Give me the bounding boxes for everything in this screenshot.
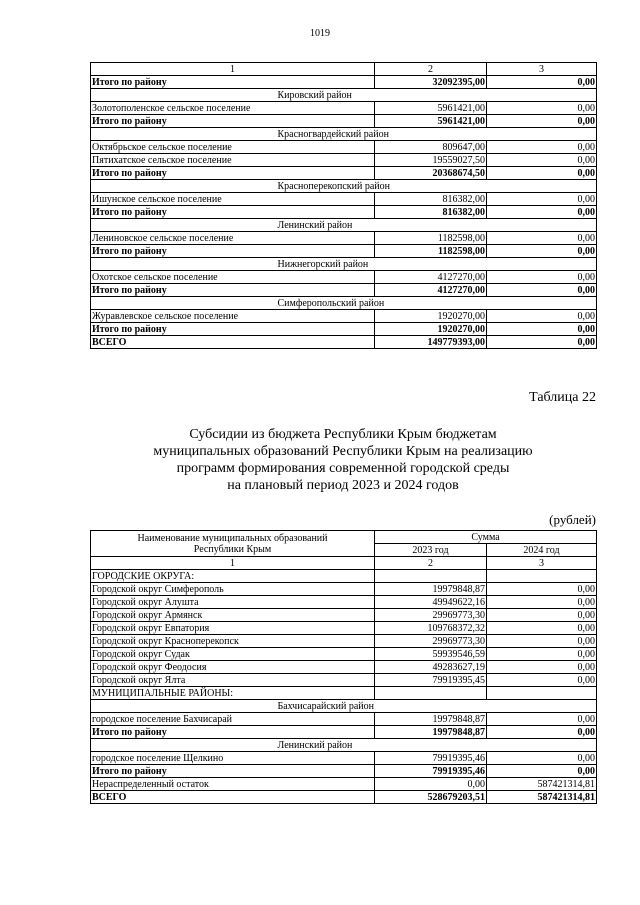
entity-name: Городской округ Феодосия [91,661,375,674]
amount-value: 49949622,16 [375,596,487,609]
amount-value: 79919395,46 [375,765,487,778]
table-body [91,63,597,349]
table-row [91,778,597,791]
header-line: Наименование муниципальных образований [137,532,328,544]
amount-value: 587421314,81 [487,791,597,804]
amount-value: 0,00 [487,765,597,778]
amount-value: 149779393,00 [375,336,487,349]
amount-value: 528679203,51 [375,791,487,804]
district-name: Бахчисарайский район [375,700,597,713]
amount-value: 0,00 [487,141,597,154]
entity-name: Городской округ Судак [91,648,375,661]
entity-name: Городской округ Алушта [91,596,375,609]
amount-value: 29969773,30 [375,609,487,622]
amount-value: 109768372,32 [375,622,487,635]
district-header-row [91,258,597,271]
entity-name: городское поселение Щелкино [91,752,375,765]
amount-value: 0,00 [487,648,597,661]
table-row [91,635,597,648]
title-line: программ формирования современной городской среды [176,461,510,476]
column-number-3: 3 [487,557,597,570]
amount-value: 0,00 [487,323,597,336]
table-row [91,102,597,115]
header-row [91,531,597,544]
subsidies-table-continued [90,62,597,349]
table-label: Таблица 22 [529,390,596,405]
entity-name: Лениновское сельское поселение [91,232,375,245]
amount-value: 0,00 [487,674,597,687]
district-name: Ленинский район [375,219,597,232]
district-name: Красноперекопский район [375,180,597,193]
amount-value: 19979848,87 [375,726,487,739]
district-name: Ленинский район [375,739,597,752]
entity-name: Итого по району [91,206,375,219]
entity-name: Итого по району [91,167,375,180]
column-number-row [91,557,597,570]
title-line: на плановый период 2023 и 2024 годов [227,478,459,493]
empty-cell [487,687,597,700]
district-name: Кировский район [375,89,597,102]
district-header-row [91,739,597,752]
amount-value: 4127270,00 [375,284,487,297]
amount-value: 816382,00 [375,206,487,219]
total-row [91,726,597,739]
amount-value: 32092395,00 [375,76,487,89]
amount-value: 0,00 [487,609,597,622]
table-row [91,622,597,635]
title-line: Субсидии из бюджета Республики Крым бюджетам [189,427,497,442]
amount-value: 5961421,00 [375,102,487,115]
table-row [91,752,597,765]
amount-value: 0,00 [487,661,597,674]
total-row [91,115,597,128]
district-header-row [91,219,597,232]
district-header-row [91,89,597,102]
table-title [90,426,596,494]
amount-value: 0,00 [487,167,597,180]
entity-name: ВСЕГО [91,791,375,804]
column-number-2: 2 [375,63,487,76]
table-row [91,310,597,323]
entity-name: Итого по району [91,284,375,297]
district-header-row [91,128,597,141]
table-row [91,141,597,154]
header-line: Республики Крым [193,543,272,555]
amount-value: 0,00 [487,752,597,765]
empty-cell [375,687,487,700]
total-row [91,284,597,297]
district-name: Симферопольский район [375,297,597,310]
table-row [91,583,597,596]
entity-name: Итого по району [91,323,375,336]
amount-value: 1920270,00 [375,310,487,323]
district-name: Нижнегорский район [375,258,597,271]
table-row [91,609,597,622]
amount-value: 19559027,50 [375,154,487,167]
amount-value: 0,00 [487,76,597,89]
amount-value: 0,00 [487,635,597,648]
amount-value: 0,00 [487,193,597,206]
amount-value: 0,00 [375,778,487,791]
amount-value: 587421314,81 [487,778,597,791]
section-name: ГОРОДСКИЕ ОКРУГА: [91,570,375,583]
section-row [91,570,597,583]
amount-value: 29969773,30 [375,635,487,648]
amount-value: 5961421,00 [375,115,487,128]
column-number-2: 2 [375,557,487,570]
title-line: муниципальных образований Республики Крым на реализацию [153,444,533,459]
page-number: 1019 [310,28,330,39]
amount-value: 0,00 [487,310,597,323]
amount-value: 79919395,45 [375,674,487,687]
amount-value: 0,00 [487,154,597,167]
year-2023-header: 2023 год [375,544,487,557]
amount-value: 19979848,87 [375,583,487,596]
table-row [91,648,597,661]
total-row [91,323,597,336]
amount-value: 0,00 [487,336,597,349]
amount-value: 0,00 [487,713,597,726]
entity-name: Итого по району [91,765,375,778]
total-row [91,765,597,778]
entity-name: городское поселение Бахчисарай [91,713,375,726]
table-row [91,232,597,245]
amount-value: 79919395,46 [375,752,487,765]
district-header-row [91,180,597,193]
table-row [91,271,597,284]
entity-name: Городской округ Ялта [91,674,375,687]
entity-name: Городской округ Армянск [91,609,375,622]
sum-column-header: Сумма [375,531,597,544]
entity-name: Городской округ Симферополь [91,583,375,596]
district-header-row [91,700,597,713]
section-name: МУНИЦИПАЛЬНЫЕ РАЙОНЫ: [91,687,375,700]
empty-cell [375,570,487,583]
section-row [91,687,597,700]
entity-name: ВСЕГО [91,336,375,349]
total-row [91,791,597,804]
total-row [91,206,597,219]
entity-name: Итого по району [91,76,375,89]
entity-name: Октябрьское сельское поселение [91,141,375,154]
amount-value: 0,00 [487,232,597,245]
district-name: Красногвардейский район [375,128,597,141]
district-header-row [91,297,597,310]
amount-value: 1182598,00 [375,232,487,245]
total-row [91,76,597,89]
amount-value: 0,00 [487,206,597,219]
table-row [91,193,597,206]
table-row [91,661,597,674]
column-number-row [91,63,597,76]
column-number-1: 1 [91,63,375,76]
entity-name: Итого по району [91,115,375,128]
table-body [91,531,597,804]
amount-value: 0,00 [487,622,597,635]
entity-name: Золотополенское сельское поселение [91,102,375,115]
amount-value: 0,00 [487,115,597,128]
amount-value: 0,00 [487,583,597,596]
subsidies-table-22 [90,530,597,804]
year-2024-header: 2024 год [487,544,597,557]
table-row [91,154,597,167]
amount-value: 0,00 [487,284,597,297]
amount-value: 1920270,00 [375,323,487,336]
entity-name: Итого по району [91,726,375,739]
amount-value: 1182598,00 [375,245,487,258]
amount-value: 20368674,50 [375,167,487,180]
total-row [91,167,597,180]
units-label: (рублей) [549,512,596,527]
entity-name: Нераспределенный остаток [91,778,375,791]
amount-value: 0,00 [487,102,597,115]
entity-name: Городской округ Евпатория [91,622,375,635]
total-row [91,245,597,258]
amount-value: 0,00 [487,271,597,284]
name-column-header [91,531,375,557]
amount-value: 0,00 [487,245,597,258]
table-row [91,596,597,609]
entity-name: Пятихатское сельское поселение [91,154,375,167]
empty-cell [487,570,597,583]
amount-value: 4127270,00 [375,271,487,284]
column-number-3: 3 [487,63,597,76]
table-row [91,674,597,687]
entity-name: Ишунское сельское поселение [91,193,375,206]
amount-value: 809647,00 [375,141,487,154]
amount-value: 816382,00 [375,193,487,206]
amount-value: 19979848,87 [375,713,487,726]
amount-value: 0,00 [487,596,597,609]
table-row [91,713,597,726]
entity-name: Городской округ Красноперекопск [91,635,375,648]
entity-name: Охотское сельское поселение [91,271,375,284]
amount-value: 49283627,19 [375,661,487,674]
amount-value: 59939546,59 [375,648,487,661]
total-row [91,336,597,349]
amount-value: 0,00 [487,726,597,739]
entity-name: Итого по району [91,245,375,258]
column-number-1: 1 [91,557,375,570]
entity-name: Журавлевское сельское поселение [91,310,375,323]
